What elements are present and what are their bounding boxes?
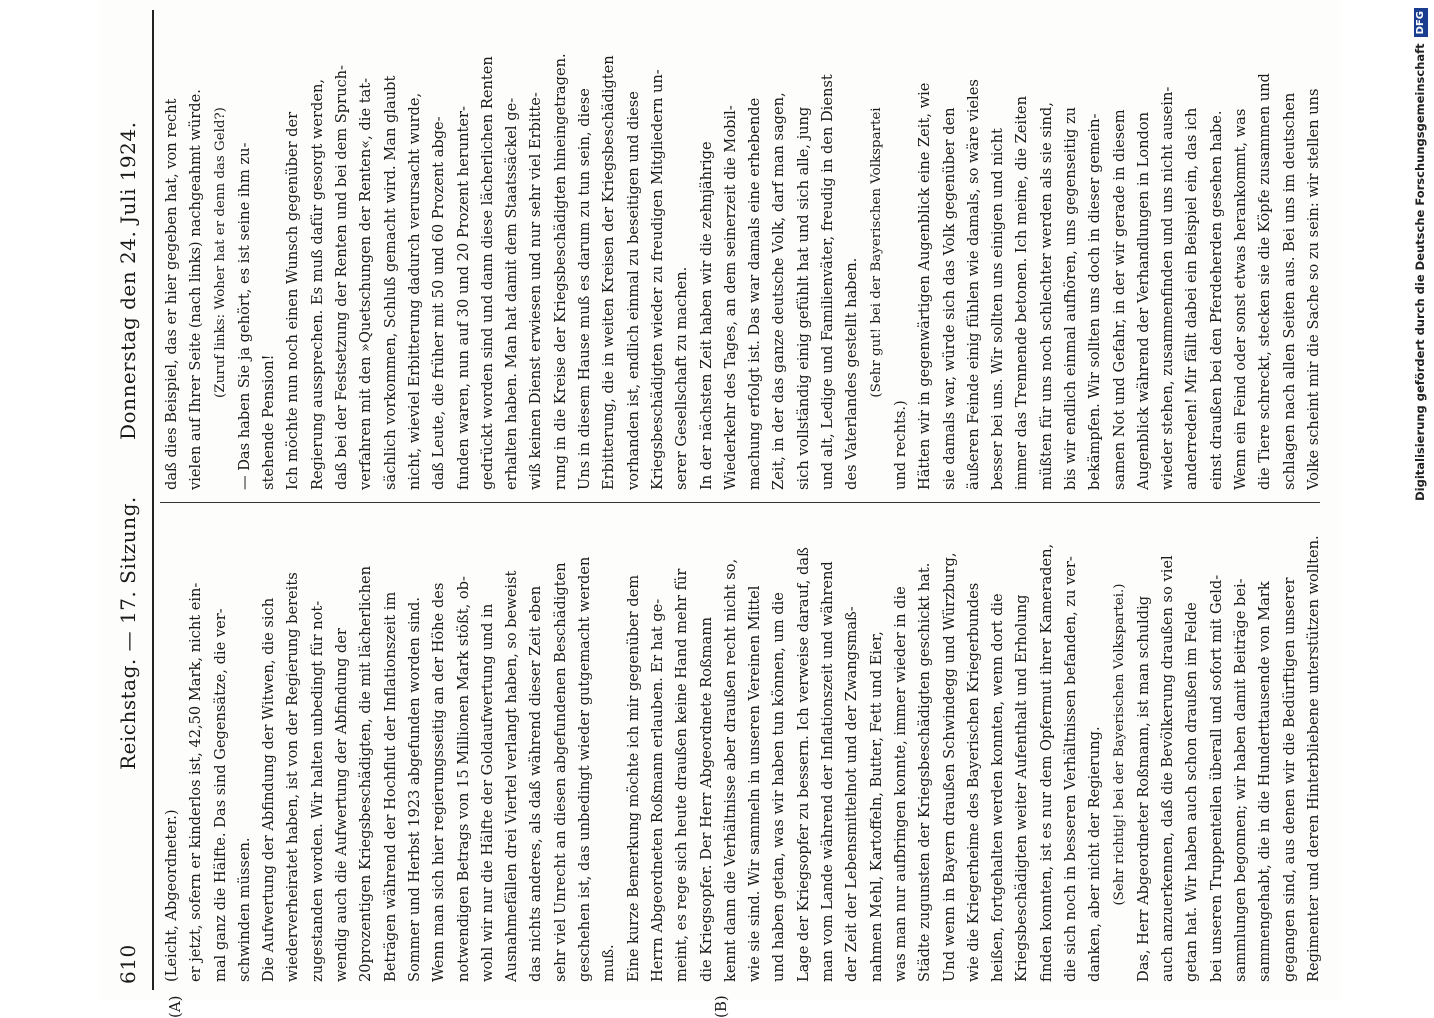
text-line: funden waren, nun auf 30 und 20 Prozent herunter-: [454, 106, 472, 490]
rotated-document-page: [100, 0, 1340, 1018]
text-line: wiß keinen Dienst erwiesen und nur sehr viel Erbitte-: [527, 92, 545, 490]
text-line: verfahren mit den »Quetschungen der Renten«, die tat-: [357, 77, 375, 490]
digitization-strip: [1408, 8, 1434, 992]
text-line: Uns in diesem Hause muß es darum zu tun sein, diese: [576, 88, 594, 490]
text-line: [1326, 15, 1328, 490]
text-line: wie sie sind. Wir sammeln in unseren Vereinen Mittel: [746, 585, 764, 982]
text-line: Ausnahmefällen drei Viertel verlangt haben, so beweist: [503, 570, 521, 982]
text-line: wieder stehen, zusammenfinden und uns nicht ausein-: [1159, 86, 1177, 490]
text-line: rung in die Kreise der Kriegsbeschädigten hineingetragen.: [551, 53, 569, 490]
page-number: 610: [116, 944, 140, 984]
session-heading: Reichstag. — 17. Sitzung.: [116, 496, 140, 770]
text-line: schwinden müssen.: [235, 837, 253, 982]
text-line: wendig auch die Aufwertung der Abfindung der: [333, 628, 351, 982]
text-line: was man nur aufbringen konnte, immer wieder in die: [891, 586, 909, 982]
text-line: (Zuruf links: Woher hat er denn das Geld?): [212, 107, 228, 398]
left-text-column: [160, 507, 1328, 982]
text-line: bei unseren Truppenteilen überall und sofort mit Geld-: [1207, 574, 1225, 982]
text-line: des Vaterlandes gestellt haben.: [843, 257, 861, 490]
digitization-credit: [1408, 8, 1432, 992]
text-line: Kriegsbeschädigten wieder zu freudigen Mitgliedern un-: [648, 69, 666, 490]
text-line: Zeit, in der das ganze deutsche Volk, darf man sagen,: [770, 92, 788, 490]
text-line: sie damals war, würde sich das Volk gegenüber den: [940, 107, 958, 490]
column-divider: [160, 502, 1320, 503]
dfg-logo: DFG: [1414, 8, 1428, 37]
text-line: notwendigen Betrags von 15 Millionen Mark stößt, ob-: [454, 576, 472, 982]
text-line: das nichts anderes, als daß während dieser Zeit eben: [527, 585, 545, 982]
text-line: die Tiere schreckt, stecken sie die Köpfe zusammen und: [1256, 73, 1274, 490]
text-line: besser bei uns. Wir sollten uns einigen und nicht: [989, 128, 1007, 490]
text-line: anderreden! Mir fällt dabei ein Beispiel ein, das ich: [1183, 107, 1201, 490]
text-line: serer Gesellschaft zu machen.: [673, 266, 691, 490]
text-line: daß bei der Festsetzung der Renten und bei dem Spruch-: [333, 65, 351, 490]
text-line: zugestanden worden. Wir halten unbedingt für not-: [308, 600, 326, 982]
text-line: er jetzt, sofern er kinderlos ist, 42,50 Mark, nicht ein-: [187, 582, 205, 982]
header-rule: [152, 10, 154, 990]
margin-marker-b: (B): [712, 995, 730, 1018]
text-line: auch anzuerkennen, daß die Bevölkerung draußen so viel: [1159, 555, 1177, 982]
text-line: Eine kurze Bemerkung möchte ich mir gegenüber dem: [624, 574, 642, 982]
text-line: sich vollständig einig gefühlt hat und sich alle, jung: [794, 106, 812, 490]
text-line: (Sehr gut! bei der Bayerischen Volkspartei: [868, 107, 884, 398]
text-line: Ich möchte nun noch einen Wunsch gegenüber der: [284, 111, 302, 490]
text-line: gedrückt worden sind und dann diese lächerlichen Renten: [478, 56, 496, 490]
text-line: Augenblick während der Verhandlungen in London: [1134, 111, 1152, 490]
text-line: Erbitterung, die in weiten Kreisen der Kriegsbeschädigten: [600, 55, 618, 490]
text-line: heißen, fortgehalten werden konnten, wenn dort die: [989, 593, 1007, 982]
text-line: In der nächsten Zeit haben wir die zehnjährige: [697, 141, 715, 490]
text-line: machung erfolgt ist. Das war damals eine erhebende: [746, 97, 764, 490]
text-line: nahmen Mehl, Kartoffeln, Butter, Fett und Eier,: [867, 631, 885, 982]
text-line: Beträgen während der Hochflut der Inflationszeit im: [381, 591, 399, 982]
text-line: äußeren Feinde einig fühlen wie damals, so wäre vieles: [964, 79, 982, 490]
text-line: gegangen sind, aus denen wir die Bedürftigen unserer: [1280, 577, 1298, 982]
text-line: schlagen nach allen Seiten aus. Bei uns im deutschen: [1280, 92, 1298, 490]
text-line: (Sehr richtig! bei der Bayerischen Volkspartei.): [1111, 583, 1127, 906]
text-line: stehende Pension!: [260, 354, 278, 490]
text-line: Das, Herr Abgeordneter Roßmann, ist man schuldig: [1134, 595, 1152, 982]
text-line: Regierung aussprechen. Es muß dafür gesorgt werden,: [308, 78, 326, 490]
text-line: müßten für uns noch schlechter werden als sie sind,: [1037, 102, 1055, 490]
text-line: Volke scheint mir die Sache so zu sein: wir stellen uns: [1304, 88, 1322, 490]
text-line: sächlich vorkommen, Schluß gemacht wird. Man glaubt: [381, 75, 399, 490]
right-text-column: [160, 15, 1328, 490]
text-line: wohl wir nur die Hälfte der Goldaufwertung und in: [478, 603, 496, 982]
text-line: mal ganz die Hälfte. Das sind Gegensätze, die ver-: [211, 608, 229, 982]
text-line: Wenn ein Feind oder sonst etwas herankommt, was: [1232, 108, 1250, 490]
text-line: daß Leute, die früher mit 50 und 60 Prozent abge-: [430, 116, 448, 490]
text-line: und haben getan, was wir haben tun können, um die: [770, 592, 788, 982]
text-line: Hätten wir in gegenwärtigen Augenblick eine Zeit, wie: [916, 82, 934, 490]
text-line: die sich noch in besseren Verhältnissen befanden, zu ver-: [1061, 556, 1079, 982]
text-line: Sommer und Herbst 1923 abgefunden worden sind.: [405, 597, 423, 982]
text-line: danken, aber nicht der Regierung.: [1086, 726, 1104, 982]
text-line: vorhanden ist, endlich einmal zu beseitigen und diese: [624, 91, 642, 490]
text-line: der Zeit der Lebensmittelnot und der Zwangsmaß-: [843, 606, 861, 982]
text-line: Regimenter und deren Hinterbliebene unterstützen wollten.: [1304, 535, 1322, 982]
text-line: getan hat. Wir haben auch schon draußen im Felde: [1183, 602, 1201, 982]
text-line: kennt dann die Verhältnisse aber draußen recht nicht so,: [721, 558, 739, 982]
text-line: bekämpfen. Wir sollten uns doch in dieser gemein-: [1086, 113, 1104, 490]
text-line: Lage der Kriegsopfer zu bessern. Ich verweise darauf, daß: [794, 547, 812, 982]
text-line: vielen auf Ihrer Seite (nach links) nachgeahmt würde.: [187, 89, 205, 490]
text-line: erhalten haben. Man hat damit dem Staatssäckel ge-: [503, 97, 521, 490]
text-line: Städte zugunsten der Kriegsbeschädigten geschickt hat.: [916, 562, 934, 982]
text-line: finden konnten, ist es nur dem Opfermut ihrer Kameraden,: [1037, 543, 1055, 982]
text-line: daß dies Beispiel, das er hier gegeben hat, von recht: [163, 98, 180, 490]
text-line: [1326, 507, 1328, 982]
text-line: und alt, Ledige und Familienväter, freudig in den Dienst: [819, 74, 837, 490]
margin-marker-a: (A): [166, 995, 184, 1018]
date-heading: Donnerstag den 24. Juli 1924.: [116, 121, 140, 440]
text-line: meint, es rege sich heute draußen keine Hand mehr für: [673, 568, 691, 982]
text-line: man vom Lande während der Inflationszeit und während: [819, 561, 837, 982]
text-line: samen Not und Gefahr, in der wir gerade in diesem: [1110, 109, 1128, 490]
text-line: wiederverheiratet haben, ist von der Regierung bereits: [284, 572, 302, 982]
digitization-note: Digitalisierung gefördert durch die Deutsche Forschungsgemeinschaft: [1413, 43, 1427, 501]
text-line: wie die Kriegerheime des Bayerischen Kriegerbundes: [964, 582, 982, 982]
text-line: Kriegsbeschädigten weiter Aufenthalt und Erholung: [1013, 594, 1031, 982]
text-line: immer das Trennende betonen. Ich meine, die Zeiten: [1013, 96, 1031, 490]
text-line: die Kriegsopfer. Der Herr Abgeordnete Roßmann: [697, 616, 715, 982]
text-line: Herrn Abgeordneten Roßmann erlauben. Er hat ge-: [648, 598, 666, 982]
text-line: sammlungen begonnen; wir haben damit Beiträge bei-: [1232, 578, 1250, 982]
text-line: 20prozentigen Kriegsbeschädigten, die mit lächerlichen: [357, 565, 375, 982]
text-line: (Leicht, Abgeordneter.): [163, 809, 180, 982]
text-line: Und wenn in Bayern draußen Schwindegg und Würzburg,: [940, 552, 958, 982]
text-line: sehr viel Unrecht an diesen abgefundenen Beschädigten: [551, 562, 569, 982]
text-line: — Das haben Sie ja gehört, es ist seine ihm zu-: [235, 142, 253, 490]
text-line: muß.: [600, 944, 618, 982]
text-line: geschehen ist, das unbedingt wieder gutgemacht werden: [576, 556, 594, 982]
text-line: Wenn man sich hier regierungsseitig an der Höhe des: [430, 582, 448, 982]
text-line: bis wir endlich einmal aufhören, uns gegenseitig zu: [1061, 106, 1079, 490]
text-line: nicht, wieviel Erbitterung dadurch verursacht wurde,: [405, 92, 423, 490]
text-line: sammengehabt, die in die Hunderttausende von Mark: [1256, 581, 1274, 982]
text-line: Die Aufwertung der Abfindung der Witwen, die sich: [260, 597, 278, 982]
text-line: Wiederkehr des Tages, an dem seinerzeit die Mobil-: [721, 105, 739, 490]
text-line: und rechts.): [891, 400, 909, 490]
text-line: einst draußen bei den Pferdeherden gesehen habe.: [1207, 110, 1225, 490]
